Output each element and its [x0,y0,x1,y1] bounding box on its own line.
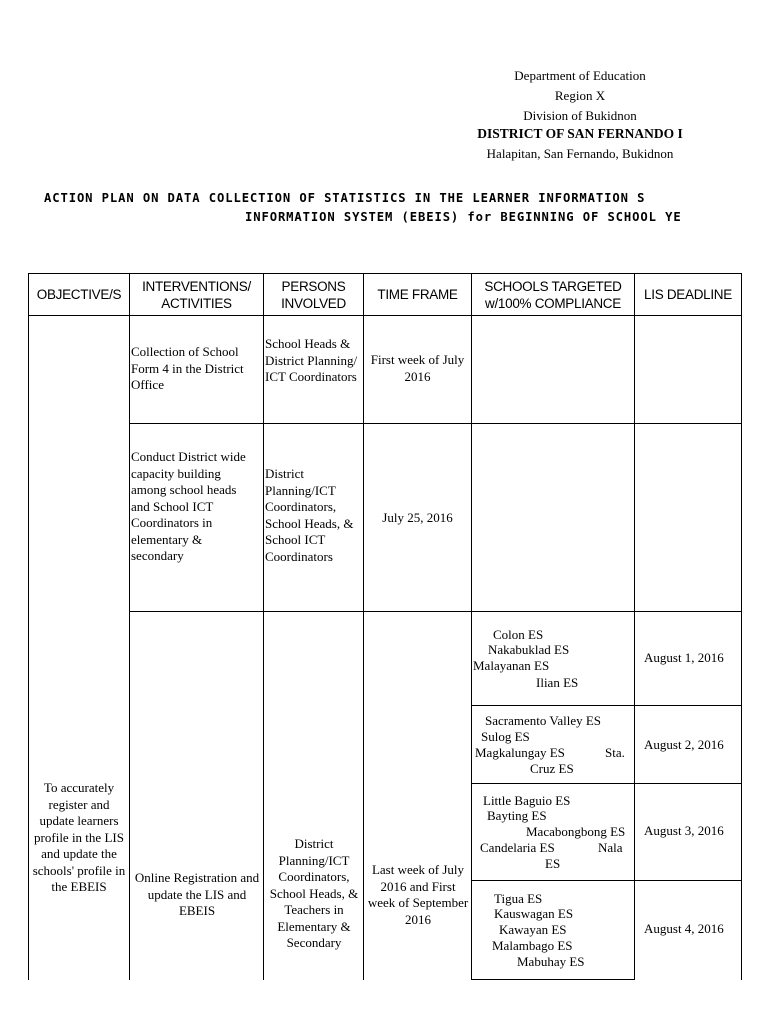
school-name: Sta. [605,745,625,760]
row-separator [129,611,742,612]
lis-deadline-cell: August 1, 2016 [644,650,724,665]
school-name: Tigua ES [494,891,543,906]
school-name: Malambago ES [492,938,573,953]
time-frame-cell: Last week of July 2016 and First week of September 2016 [367,862,469,927]
school-name: Kauswagan ES [494,906,574,921]
school-group-separator [471,783,742,784]
school-name: Malayanan ES [473,658,550,673]
column-header-time-frame: TIME FRAME [377,287,458,302]
school-group-separator [471,979,634,980]
school-name: Little Baguio ES [483,793,571,808]
lis-deadline-cell: August 3, 2016 [644,823,724,838]
school-name: Sulog ES [481,729,530,744]
school-name: Cruz ES [530,761,574,776]
persons-cell: School Heads & District Planning/ ICT Coordinators [265,336,358,384]
division-name: Division of Bukidnon [523,108,637,123]
column-divider [363,273,364,980]
school-name: Nakabuklad ES [488,642,570,657]
time-frame-cell: First week of July 2016 [370,352,465,384]
district-address: Halapitan, San Fernando, Bukidnon [486,146,674,161]
school-name: Nala [598,840,623,855]
document-title-line-2: INFORMATION SYSTEM (EBEIS) for BEGINNING OF SCHOOL YE [245,210,682,224]
school-name: ES [545,856,561,871]
lis-deadline-cell: August 2, 2016 [644,737,724,752]
column-divider [471,273,472,980]
school-name: Magkalungay ES [475,745,565,760]
activity-cell: Conduct District wide capacity building among school heads and School ICT Coordinators in elementary & secondary [131,449,246,563]
school-group-separator [471,880,742,881]
column-header-persons: PERSONS INVOLVED [281,278,346,311]
column-divider [129,273,130,980]
table-right-border [741,273,742,980]
activity-cell: Online Registration and update the LIS and EBEIS [134,870,260,918]
school-name: Kawayan ES [499,922,567,937]
persons-cell: District Planning/ICT Coordinators, School Heads, & School ICT Coordinators [265,466,354,564]
column-header-interventions: INTERVENTIONS/ ACTIVITIES [142,278,251,311]
objective-text: To accurately register and update learners profile in the LIS and update the schools' profile in the EBEIS [32,780,126,894]
column-header-schools: SCHOOLS TARGETED w/100% COMPLIANCE [484,278,622,311]
school-name: Colon ES [493,627,544,642]
school-name: Candelaria ES [480,840,555,855]
school-name: Bayting ES [487,808,547,823]
column-divider [263,273,264,980]
column-header-objectives: OBJECTIVE/S [36,287,122,302]
activity-cell: Collection of School Form 4 in the District Office [131,344,244,392]
persons-cell: District Planning/ICT Coordinators, School Heads, & Teachers in Elementary & Secondary [269,836,359,950]
school-name: Macabongbong ES [526,824,626,839]
school-name: Mabuhay ES [517,954,585,969]
column-divider [634,273,635,980]
table-left-border [28,273,29,980]
school-name: Sacramento Valley ES [485,713,602,728]
document-title-line-1: ACTION PLAN ON DATA COLLECTION OF STATISTICS IN THE LEARNER INFORMATION S [44,191,646,205]
school-name: Ilian ES [536,675,579,690]
row-separator [129,423,742,424]
department-name: Department of Education [514,68,646,83]
lis-deadline-cell: August 4, 2016 [644,921,724,936]
region-name: Region X [554,88,606,103]
district-name: DISTRICT OF SAN FERNANDO I [477,126,683,141]
school-group-separator [471,705,742,706]
column-header-lis-deadline: LIS DEADLINE [644,287,732,302]
time-frame-cell: July 25, 2016 [382,510,453,525]
